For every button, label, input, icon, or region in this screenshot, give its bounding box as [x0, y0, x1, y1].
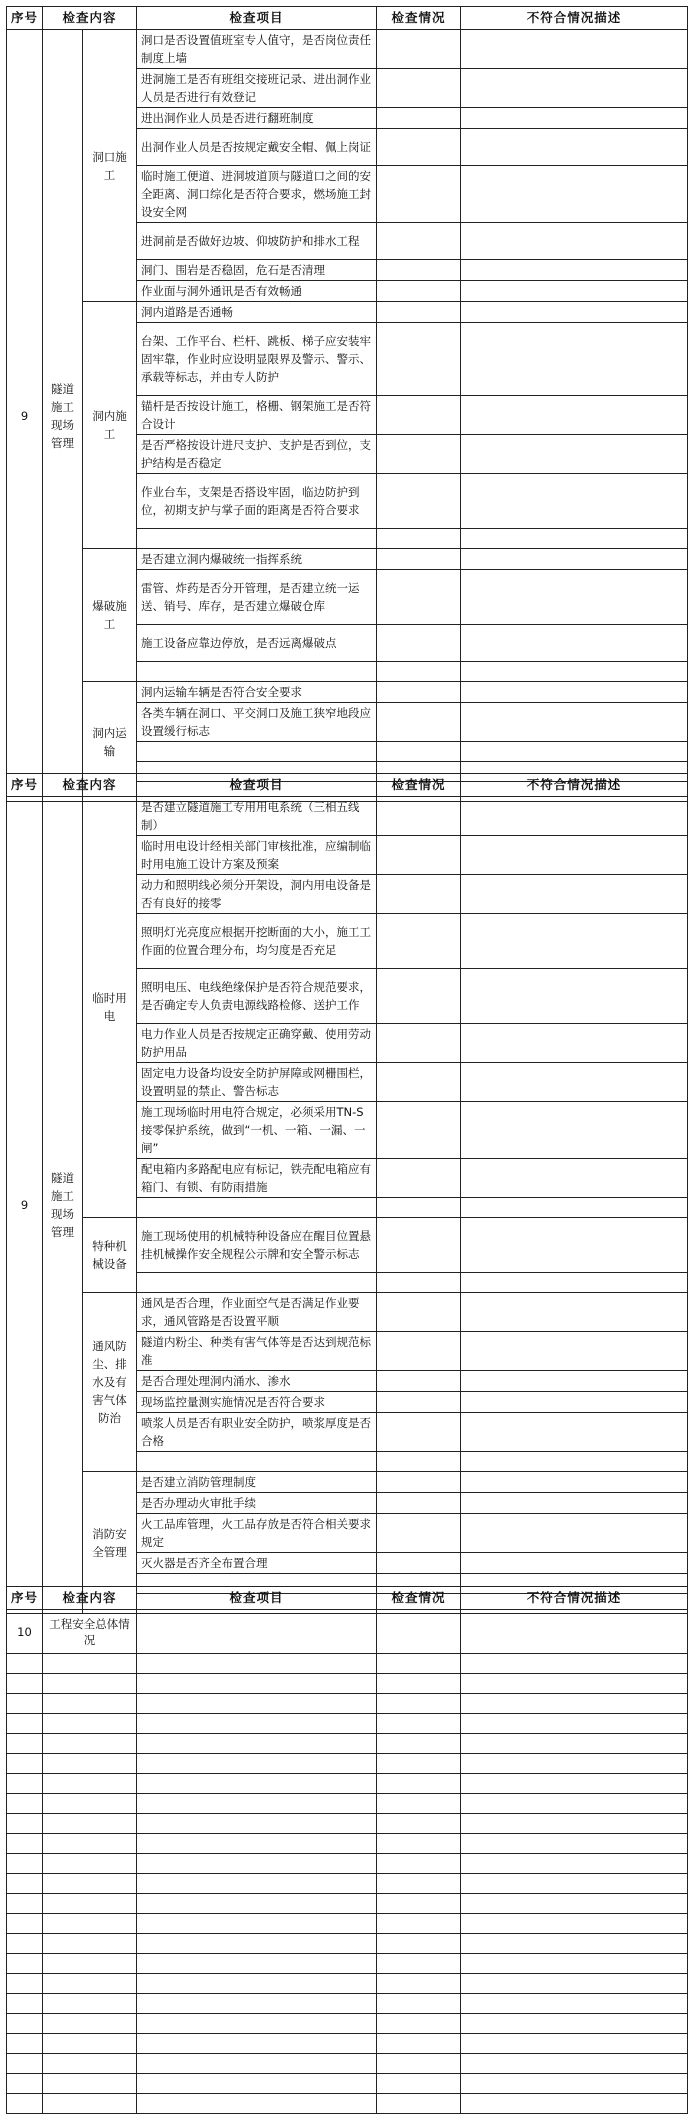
check-item: 洞口是否设置值班室专人值守，是否岗位责任制度上墙	[137, 30, 377, 69]
blank-cell[interactable]	[377, 1934, 461, 1954]
blank-cell[interactable]	[377, 1794, 461, 1814]
blank-cell[interactable]	[43, 1934, 137, 1954]
blank-cell[interactable]	[43, 1794, 137, 1814]
blank-cell[interactable]	[7, 1774, 43, 1794]
check-item: 出洞作业人员是否按规定戴安全帽、佩上岗证	[137, 129, 377, 166]
desc-cell[interactable]	[461, 1024, 688, 1063]
desc-cell[interactable]	[461, 1371, 688, 1392]
section-no: 10	[7, 1610, 43, 1654]
blank-cell[interactable]	[377, 1674, 461, 1694]
blank-cell[interactable]	[43, 1854, 137, 1874]
blank-cell[interactable]	[43, 1974, 137, 1994]
blank-cell[interactable]	[461, 1894, 688, 1914]
status-cell[interactable]	[377, 1371, 461, 1392]
desc-cell[interactable]	[461, 30, 688, 69]
check-item: 火工品库管理，火工品存放是否符合相关要求规定	[137, 1514, 377, 1553]
table-header-row	[7, 1587, 688, 1610]
blank-row	[7, 1794, 688, 1814]
desc-cell[interactable]	[461, 108, 688, 129]
status-cell[interactable]	[377, 69, 461, 108]
desc-cell[interactable]	[461, 281, 688, 302]
blank-cell[interactable]	[461, 2094, 688, 2114]
status-cell[interactable]	[377, 1024, 461, 1063]
blank-cell[interactable]	[137, 1814, 377, 1834]
status-cell[interactable]	[377, 260, 461, 281]
status-cell[interactable]	[377, 625, 461, 662]
blank-cell[interactable]	[377, 1734, 461, 1754]
blank-cell[interactable]	[137, 1694, 377, 1714]
status-cell[interactable]	[377, 570, 461, 625]
header-desc: 不符合情况描述	[461, 7, 688, 30]
header-content: 检查内容	[43, 7, 137, 30]
blank-cell[interactable]	[461, 1934, 688, 1954]
status-cell[interactable]	[377, 30, 461, 69]
check-item: 锚杆是否按设计施工，格栅、钢架施工是否符合设计	[137, 396, 377, 435]
blank-cell[interactable]	[43, 1894, 137, 1914]
blank-rows	[7, 1654, 688, 2114]
status-cell[interactable]	[377, 396, 461, 435]
blank-cell[interactable]	[137, 1874, 377, 1894]
blank-row	[7, 2054, 688, 2074]
blank-cell[interactable]	[7, 1734, 43, 1754]
inspection-table-1	[6, 6, 688, 802]
blank-row	[7, 2034, 688, 2054]
desc-cell[interactable]	[461, 1102, 688, 1159]
section-no: 9	[7, 797, 43, 1614]
header-item: 检查项目	[137, 1587, 377, 1610]
check-item: 动力和照明线必须分开架设，洞内用电设备是否有良好的接零	[137, 875, 377, 914]
blank-cell[interactable]	[461, 1774, 688, 1794]
check-item: 临时用电设计经相关部门审核批准，应编制临时用电施工设计方案及预案	[137, 836, 377, 875]
blank-cell[interactable]	[137, 1894, 377, 1914]
check-item: 配电箱内多路配电应有标记，铁壳配电箱应有箱门、有锁、有防雨措施	[137, 1159, 377, 1198]
status-cell[interactable]	[377, 1493, 461, 1514]
blank-cell[interactable]	[7, 1754, 43, 1774]
blank-cell[interactable]	[137, 1854, 377, 1874]
blank-cell[interactable]	[461, 1714, 688, 1734]
status-cell[interactable]	[377, 108, 461, 129]
blank-row	[7, 1954, 688, 1974]
desc-cell[interactable]	[461, 323, 688, 396]
status-cell[interactable]	[377, 836, 461, 875]
blank-cell[interactable]	[7, 2014, 43, 2034]
blank-cell[interactable]	[461, 1874, 688, 1894]
header-no: 序号	[7, 7, 43, 30]
blank-cell[interactable]	[7, 1834, 43, 1854]
blank-cell[interactable]	[7, 1674, 43, 1694]
desc-cell[interactable]	[461, 969, 688, 1024]
check-item: 是否建立隧道施工专用用电系统（三相五线制）	[137, 797, 377, 836]
blank-cell[interactable]	[137, 2054, 377, 2074]
status-cell[interactable]	[377, 474, 461, 529]
check-item: 通风是否合理，作业面空气是否满足作业要求，通风管路是否设置平顺	[137, 1293, 377, 1332]
blank-cell[interactable]	[137, 1714, 377, 1734]
blank-cell[interactable]	[377, 2054, 461, 2074]
check-item: 照明灯光亮度应根据开挖断面的大小，施工工作面的位置合理分布，均匀度是否充足	[137, 914, 377, 969]
blank-cell[interactable]	[461, 1954, 688, 1974]
blank-cell[interactable]	[377, 2014, 461, 2034]
status-cell[interactable]	[377, 549, 461, 570]
desc-cell[interactable]	[461, 1493, 688, 1514]
blank-cell[interactable]	[137, 1774, 377, 1794]
blank-cell[interactable]	[43, 2034, 137, 2054]
blank-cell[interactable]	[137, 1654, 377, 1674]
check-item: 洞内道路是否通畅	[137, 302, 377, 323]
check-item: 固定电力设备均设安全防护屏障或网栅围栏，设置明显的禁止、警告标志	[137, 1063, 377, 1102]
blank-row	[7, 1854, 688, 1874]
blank-row	[7, 1994, 688, 2014]
check-item: 施工现场临时用电符合规定，必须采用TN-S接零保护系统，做到“一机、一箱、一漏、一闸”	[137, 1102, 377, 1159]
table-row	[7, 797, 688, 836]
check-item: 是否严格按设计进尺支护、支护是否到位，支护结构是否稳定	[137, 435, 377, 474]
table-row	[7, 682, 688, 703]
status-cell[interactable]	[377, 1413, 461, 1452]
blank-cell[interactable]	[7, 1794, 43, 1814]
blank-cell[interactable]	[377, 1894, 461, 1914]
blank-cell[interactable]	[43, 1734, 137, 1754]
desc-cell[interactable]	[461, 1392, 688, 1413]
blank-cell[interactable]	[461, 1794, 688, 1814]
blank-cell[interactable]	[137, 1834, 377, 1854]
blank-cell[interactable]	[43, 1674, 137, 1694]
status-cell[interactable]	[377, 302, 461, 323]
table-header-row	[7, 774, 688, 797]
blank-cell[interactable]	[461, 2054, 688, 2074]
table-row	[7, 1472, 688, 1493]
desc-cell[interactable]	[461, 682, 688, 703]
desc-cell[interactable]	[461, 1413, 688, 1452]
desc-cell[interactable]	[461, 166, 688, 223]
check-item: 是否建立洞内爆破统一指挥系统	[137, 549, 377, 570]
check-item: 进出洞作业人员是否进行翻班制度	[137, 108, 377, 129]
blank-cell[interactable]	[377, 1814, 461, 1834]
desc-cell[interactable]	[461, 474, 688, 529]
desc-cell[interactable]	[461, 1063, 688, 1102]
desc-cell[interactable]	[461, 1332, 688, 1371]
desc-cell[interactable]	[461, 1472, 688, 1493]
header-content: 检查内容	[43, 1587, 137, 1610]
blank-row	[7, 1654, 688, 1674]
blank-cell[interactable]	[43, 2094, 137, 2114]
blank-row	[7, 1894, 688, 1914]
desc-cell[interactable]	[461, 302, 688, 323]
status-cell[interactable]	[377, 1218, 461, 1273]
blank-cell[interactable]	[377, 1834, 461, 1854]
status-cell[interactable]	[377, 875, 461, 914]
desc-cell[interactable]	[461, 223, 688, 260]
check-item: 灭火器是否齐全布置合理	[137, 1553, 377, 1574]
blank-cell[interactable]	[377, 1654, 461, 1674]
blank-cell[interactable]	[461, 1654, 688, 1674]
desc-cell[interactable]	[461, 625, 688, 662]
header-content: 检查内容	[43, 774, 137, 797]
check-item: 是否合理处理洞内涌水、渗水	[137, 1371, 377, 1392]
blank-cell[interactable]	[43, 1754, 137, 1774]
blank-cell[interactable]	[7, 2034, 43, 2054]
desc-cell[interactable]	[461, 1293, 688, 1332]
blank-row	[7, 1754, 688, 1774]
blank-cell[interactable]	[137, 1794, 377, 1814]
blank-row	[7, 1814, 688, 1834]
check-item: 喷浆人员是否有职业安全防护，喷浆厚度是否合格	[137, 1413, 377, 1452]
table-row	[7, 1293, 688, 1332]
blank-cell[interactable]	[43, 1714, 137, 1734]
status-cell[interactable]	[377, 223, 461, 260]
blank-cell[interactable]	[377, 1754, 461, 1774]
check-item: 电力作业人员是否按规定正确穿戴、使用劳动防护用品	[137, 1024, 377, 1063]
blank-cell[interactable]	[137, 1994, 377, 2014]
blank-row	[7, 2014, 688, 2034]
blank-cell[interactable]	[461, 1814, 688, 1834]
blank-cell[interactable]	[377, 1954, 461, 1974]
blank-cell[interactable]	[461, 2014, 688, 2034]
status-cell[interactable]	[377, 969, 461, 1024]
blank-cell[interactable]	[7, 1914, 43, 1934]
status-cell[interactable]	[377, 281, 461, 302]
status-cell[interactable]	[377, 1392, 461, 1413]
header-no: 序号	[7, 1587, 43, 1610]
blank-cell[interactable]	[137, 1914, 377, 1934]
blank-cell[interactable]	[461, 1734, 688, 1754]
blank-cell[interactable]	[137, 2014, 377, 2034]
blank-cell[interactable]	[43, 1814, 137, 1834]
status-cell[interactable]	[377, 682, 461, 703]
check-item: 台架、工作平台、栏杆、跳板、梯子应安装牢固牢靠，作业时应设明显限界及警示、警示、承载等标志，并由专人防护	[137, 323, 377, 396]
status-cell[interactable]	[377, 1553, 461, 1574]
check-item: 是否办理动火审批手续	[137, 1493, 377, 1514]
blank-row	[7, 1834, 688, 1854]
check-item: 作业台车，支架是否搭设牢固，临边防护到位，初期支护与掌子面的距离是否符合要求	[137, 474, 377, 529]
header-item: 检查项目	[137, 774, 377, 797]
status-cell[interactable]	[377, 166, 461, 223]
status-cell[interactable]	[377, 797, 461, 836]
blank-row	[7, 1934, 688, 1954]
desc-cell[interactable]	[461, 1553, 688, 1574]
desc-cell[interactable]	[461, 914, 688, 969]
blank-cell[interactable]	[377, 2034, 461, 2054]
check-item: 施工设备应靠边停放，是否远离爆破点	[137, 625, 377, 662]
subcategory-label: 洞内运输	[83, 682, 137, 802]
blank-cell[interactable]	[43, 1994, 137, 2014]
check-item: 进洞前是否做好边坡、仰坡防护和排水工程	[137, 223, 377, 260]
blank-row	[7, 1874, 688, 1894]
inspection-table-3	[6, 1586, 688, 2114]
header-no: 序号	[7, 774, 43, 797]
status-cell[interactable]	[377, 914, 461, 969]
header-status: 检查情况	[377, 774, 461, 797]
subcategory-label: 特种机械设备	[83, 1218, 137, 1293]
blank-cell[interactable]	[461, 1994, 688, 2014]
blank-cell[interactable]	[43, 1654, 137, 1674]
desc-cell[interactable]	[461, 1610, 688, 1654]
blank-cell[interactable]	[43, 2054, 137, 2074]
blank-cell[interactable]	[43, 1774, 137, 1794]
desc-cell[interactable]	[461, 549, 688, 570]
blank-cell[interactable]	[461, 1914, 688, 1934]
blank-cell[interactable]	[461, 1834, 688, 1854]
status-cell[interactable]	[377, 1293, 461, 1332]
blank-cell[interactable]	[137, 1974, 377, 1994]
blank-row	[7, 1974, 688, 1994]
blank-cell[interactable]	[377, 2094, 461, 2114]
status-cell[interactable]	[377, 435, 461, 474]
subcategory-label: 洞口施工	[83, 30, 137, 302]
blank-cell[interactable]	[7, 1854, 43, 1874]
blank-row	[7, 1694, 688, 1714]
desc-cell[interactable]	[461, 1218, 688, 1273]
subcategory-label: 通风防尘、排水及有害气体防治	[83, 1293, 137, 1472]
blank-cell[interactable]	[137, 1754, 377, 1774]
check-item: 临时施工便道、进洞坡道顶与隧道口之间的安全距离、洞口综化是否符合要求，燃场施工封设安全网	[137, 166, 377, 223]
status-cell[interactable]	[377, 1514, 461, 1553]
blank-cell[interactable]	[377, 1714, 461, 1734]
blank-cell[interactable]	[461, 1974, 688, 1994]
blank-cell[interactable]	[43, 1954, 137, 1974]
blank-cell[interactable]	[137, 1934, 377, 1954]
blank-cell[interactable]	[377, 1974, 461, 1994]
desc-cell[interactable]	[461, 396, 688, 435]
section-no: 9	[7, 30, 43, 802]
blank-row	[7, 1674, 688, 1694]
table-row	[7, 30, 688, 69]
blank-cell[interactable]	[377, 1914, 461, 1934]
check-item: 各类车辆在洞口、平交洞口及施工狭窄地段应设置缓行标志	[137, 703, 377, 742]
subcategory-label: 爆破施工	[83, 549, 137, 682]
header-item: 检查项目	[137, 7, 377, 30]
subcategory-label: 消防安全管理	[83, 1472, 137, 1614]
blank-cell[interactable]	[43, 2014, 137, 2034]
blank-cell[interactable]	[137, 1734, 377, 1754]
check-item: 隧道内粉尘、种类有害气体等是否达到规范标准	[137, 1332, 377, 1371]
blank-row	[7, 1914, 688, 1934]
blank-cell[interactable]	[7, 2054, 43, 2074]
status-cell[interactable]	[377, 1332, 461, 1371]
section-category: 工程安全总体情况	[43, 1610, 137, 1654]
blank-row	[7, 1774, 688, 1794]
desc-cell[interactable]	[461, 570, 688, 625]
subcategory-label: 临时用电	[83, 797, 137, 1218]
check-item: 现场监控量测实施情况是否符合要求	[137, 1392, 377, 1413]
header-desc: 不符合情况描述	[461, 1587, 688, 1610]
status-cell[interactable]	[377, 1063, 461, 1102]
desc-cell[interactable]	[461, 1159, 688, 1198]
desc-cell[interactable]	[461, 875, 688, 914]
status-cell[interactable]	[377, 1472, 461, 1493]
blank-cell[interactable]	[7, 1654, 43, 1674]
desc-cell[interactable]	[461, 703, 688, 742]
blank-cell[interactable]	[43, 1874, 137, 1894]
blank-cell[interactable]	[7, 1894, 43, 1914]
blank-cell[interactable]	[7, 1814, 43, 1834]
check-item: 施工现场使用的机械特种设备应在醒目位置悬挂机械操作安全规程公示牌和安全警示标志	[137, 1218, 377, 1273]
blank-cell[interactable]	[377, 1994, 461, 2014]
blank-row	[7, 2094, 688, 2114]
blank-cell[interactable]	[461, 1754, 688, 1774]
check-item: 是否建立消防管理制度	[137, 1472, 377, 1493]
blank-cell[interactable]	[461, 2034, 688, 2054]
desc-cell[interactable]	[461, 1514, 688, 1553]
blank-cell[interactable]	[137, 1954, 377, 1974]
header-status: 检查情况	[377, 7, 461, 30]
header-status: 检查情况	[377, 1587, 461, 1610]
desc-cell[interactable]	[461, 836, 688, 875]
status-cell[interactable]	[377, 703, 461, 742]
blank-cell[interactable]	[7, 1934, 43, 1954]
blank-cell[interactable]	[7, 1974, 43, 1994]
blank-cell[interactable]	[7, 1874, 43, 1894]
desc-cell[interactable]	[461, 435, 688, 474]
blank-cell[interactable]	[377, 1854, 461, 1874]
blank-cell[interactable]	[43, 1834, 137, 1854]
blank-cell[interactable]	[377, 1774, 461, 1794]
check-item: 洞内运输车辆是否符合安全要求	[137, 682, 377, 703]
status-cell[interactable]	[377, 323, 461, 396]
blank-cell[interactable]	[43, 1914, 137, 1934]
check-item-cell[interactable]	[137, 1610, 377, 1654]
table-row	[7, 549, 688, 570]
blank-cell[interactable]	[137, 2094, 377, 2114]
status-cell[interactable]	[377, 129, 461, 166]
desc-cell[interactable]	[461, 69, 688, 108]
check-item: 作业面与洞外通讯是否有效畅通	[137, 281, 377, 302]
section-category: 隧道施工现场管理	[43, 30, 83, 802]
blank-cell[interactable]	[7, 1954, 43, 1974]
desc-cell[interactable]	[461, 129, 688, 166]
blank-cell[interactable]	[461, 1694, 688, 1714]
inspection-table-2	[6, 773, 688, 1614]
blank-cell[interactable]	[461, 1854, 688, 1874]
blank-row	[7, 1734, 688, 1754]
header-desc: 不符合情况描述	[461, 774, 688, 797]
check-item: 洞门、围岩是否稳固，危石是否清理	[137, 260, 377, 281]
check-item: 雷管、炸药是否分开管理，是否建立统一运送、销号、库存，是否建立爆破仓库	[137, 570, 377, 625]
blank-cell[interactable]	[7, 1694, 43, 1714]
blank-cell[interactable]	[137, 2034, 377, 2054]
table-row	[7, 302, 688, 323]
blank-cell[interactable]	[7, 2094, 43, 2114]
section-category: 隧道施工现场管理	[43, 797, 83, 1614]
check-item: 进洞施工是否有班组交接班记录、进出洞作业人员是否进行有效登记	[137, 69, 377, 108]
blank-row	[7, 1714, 688, 1734]
desc-cell[interactable]	[461, 260, 688, 281]
blank-cell[interactable]	[7, 1994, 43, 2014]
desc-cell[interactable]	[461, 797, 688, 836]
table-row	[7, 1218, 688, 1273]
status-cell[interactable]	[377, 1159, 461, 1198]
table-row	[7, 1610, 688, 1654]
subcategory-label: 洞内施工	[83, 302, 137, 549]
blank-cell[interactable]	[43, 1694, 137, 1714]
blank-cell[interactable]	[377, 1694, 461, 1714]
blank-cell[interactable]	[137, 1674, 377, 1694]
blank-cell[interactable]	[461, 1674, 688, 1694]
blank-cell[interactable]	[377, 1874, 461, 1894]
table-header-row	[7, 7, 688, 30]
status-cell[interactable]	[377, 1610, 461, 1654]
status-cell[interactable]	[377, 1102, 461, 1159]
check-item: 照明电压、电线绝缘保护是否符合规范要求，是否确定专人负责电源线路检修、送护工作	[137, 969, 377, 1024]
blank-cell[interactable]	[7, 1714, 43, 1734]
